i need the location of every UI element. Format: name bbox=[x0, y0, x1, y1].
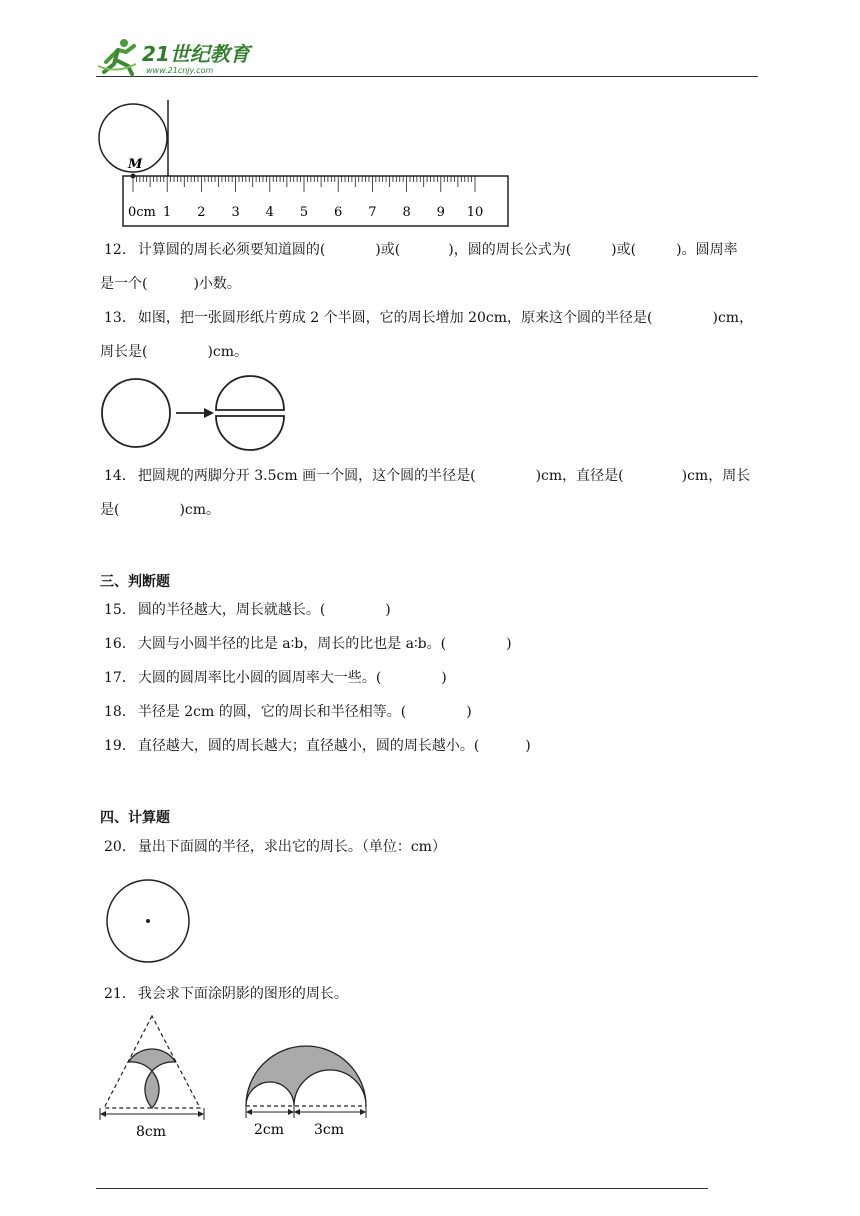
section-3-title: 三、判断题 bbox=[100, 574, 170, 590]
question-number: 13． bbox=[104, 310, 136, 326]
question-12-line-2 bbox=[100, 274, 241, 294]
ruler-tick-labels bbox=[163, 205, 483, 220]
judge-paren-close: ) bbox=[466, 704, 472, 720]
footer-divider bbox=[96, 1188, 708, 1189]
judge-text: 圆的半径越大，周长就越长。( bbox=[137, 602, 326, 618]
arrow-left-icon bbox=[294, 1109, 300, 1115]
question-14-line-1 bbox=[104, 466, 750, 486]
judge-question-19 bbox=[104, 736, 531, 756]
judge-paren-close: ) bbox=[385, 602, 391, 618]
judge-text: 半径是 2cm 的圆，它的周长和半径相等。( bbox=[137, 704, 407, 720]
question-13-line-1 bbox=[104, 308, 753, 328]
q12-text-c: )，圆的周长公式为( bbox=[448, 242, 572, 258]
ruler-tick-label: 5 bbox=[299, 205, 309, 220]
judge-question-18 bbox=[104, 702, 472, 722]
question-12-line-1 bbox=[104, 240, 738, 260]
shaded-triangle-figure bbox=[94, 1010, 214, 1140]
logo-runner-icon bbox=[96, 34, 266, 80]
ruler-tick-label: 6 bbox=[334, 205, 343, 220]
q14-text-a: 把圆规的两脚分开 3.5cm 画一个圆，这个圆的半径是( bbox=[137, 468, 476, 484]
q12-text-e: )。圆周率 bbox=[676, 242, 738, 258]
header-divider bbox=[96, 76, 758, 77]
ruler-tick-label: 3 bbox=[231, 205, 240, 220]
arrow-right-icon bbox=[204, 408, 214, 418]
q13-text-b: )cm， bbox=[712, 310, 754, 326]
question-number: 19． bbox=[104, 738, 136, 754]
judge-question-15 bbox=[104, 600, 391, 620]
question-13-line-2 bbox=[100, 342, 248, 362]
question-20 bbox=[104, 837, 446, 857]
ruler-tick-label: 8 bbox=[402, 205, 411, 220]
shaded-semicircle-region bbox=[246, 1046, 366, 1106]
logo-url: www.21cnjy.com bbox=[146, 66, 214, 75]
question-number: 12． bbox=[104, 242, 136, 258]
point-m-label: M bbox=[128, 157, 143, 172]
q12-text-g: )小数。 bbox=[193, 276, 241, 292]
whole-circle bbox=[102, 379, 170, 447]
ruler-ticks bbox=[133, 176, 475, 192]
judge-question-16 bbox=[104, 634, 512, 654]
question-number: 21． bbox=[104, 986, 136, 1002]
q14-text-c: )cm，周长 bbox=[681, 468, 751, 484]
logo-text: 21世纪教育 bbox=[142, 42, 250, 66]
ruler-tick-label: 7 bbox=[368, 205, 377, 220]
q12-text-f: 是一个( bbox=[100, 276, 148, 292]
judge-paren-close: ) bbox=[506, 636, 512, 652]
question-21 bbox=[104, 984, 348, 1004]
ruler-body bbox=[123, 176, 508, 226]
dimension-label-3cm: 3cm bbox=[314, 1122, 345, 1138]
judge-question-17 bbox=[104, 668, 447, 688]
semicircle-figure bbox=[96, 372, 296, 452]
ruler-zero-label: 0cm bbox=[128, 205, 156, 220]
q14-text-d: 是( bbox=[100, 502, 120, 518]
question-number: 14． bbox=[104, 468, 136, 484]
judge-paren-close: ) bbox=[441, 670, 447, 686]
q20-text: 量出下面圆的半径，求出它的周长。（单位：cm） bbox=[137, 839, 446, 855]
q14-text-b: )cm，直径是( bbox=[535, 468, 624, 484]
arrow-left-icon bbox=[246, 1109, 252, 1115]
shaded-curved-triangle bbox=[129, 1049, 176, 1108]
dimension-label-2cm: 2cm bbox=[254, 1122, 285, 1138]
question-number: 20． bbox=[104, 839, 136, 855]
q13-text-d: )cm。 bbox=[207, 344, 249, 360]
ruler-tick-label: 4 bbox=[265, 205, 274, 220]
q21-text: 我会求下面涂阴影的图形的周长。 bbox=[137, 986, 348, 1002]
question-number: 18． bbox=[104, 704, 136, 720]
circle-center-dot bbox=[146, 919, 150, 923]
ruler-tick-label: 10 bbox=[466, 205, 484, 220]
judge-text: 大圆的圆周率比小圆的圆周率大一些。( bbox=[137, 670, 382, 686]
question-number: 16． bbox=[104, 636, 136, 652]
question-14-line-2 bbox=[100, 500, 220, 520]
q13-text-a: 如图，把一张圆形纸片剪成 2 个半圆，它的周长增加 20cm，原来这个圆的半径是( bbox=[137, 310, 653, 326]
arrow-right-icon bbox=[198, 1111, 204, 1117]
q12-text-d: )或( bbox=[611, 242, 637, 258]
question-number: 17． bbox=[104, 670, 136, 686]
ruler-tick-label: 9 bbox=[436, 205, 445, 220]
q13-text-c: 周长是( bbox=[100, 344, 148, 360]
question-number: 15． bbox=[104, 602, 136, 618]
judge-text: 大圆与小圆半径的比是 a∶b，周长的比也是 a∶b。( bbox=[137, 636, 447, 652]
ruler-figure bbox=[94, 96, 514, 232]
judge-paren-close: ) bbox=[525, 738, 531, 754]
q12-text-b: )或( bbox=[375, 242, 401, 258]
shaded-semicircle-figure bbox=[238, 1010, 378, 1140]
arrow-left-icon bbox=[100, 1111, 106, 1117]
judge-text: 直径越大，圆的周长越大；直径越小，圆的周长越小。( bbox=[137, 738, 480, 754]
measure-circle-figure bbox=[100, 872, 200, 972]
header-logo bbox=[96, 34, 266, 80]
arrow-right-icon bbox=[288, 1109, 294, 1115]
bottom-semicircle bbox=[216, 416, 284, 450]
ruler-tick-label: 2 bbox=[197, 205, 206, 220]
dimension-label-8cm: 8cm bbox=[136, 1124, 167, 1140]
section-4-title: 四、计算题 bbox=[100, 810, 170, 826]
top-semicircle bbox=[216, 376, 284, 410]
q12-text-a: 计算圆的周长必须要知道圆的( bbox=[137, 242, 326, 258]
ruler-tick-label: 1 bbox=[163, 205, 172, 220]
q14-text-e: )cm。 bbox=[179, 502, 221, 518]
arrow-right-icon bbox=[360, 1109, 366, 1115]
